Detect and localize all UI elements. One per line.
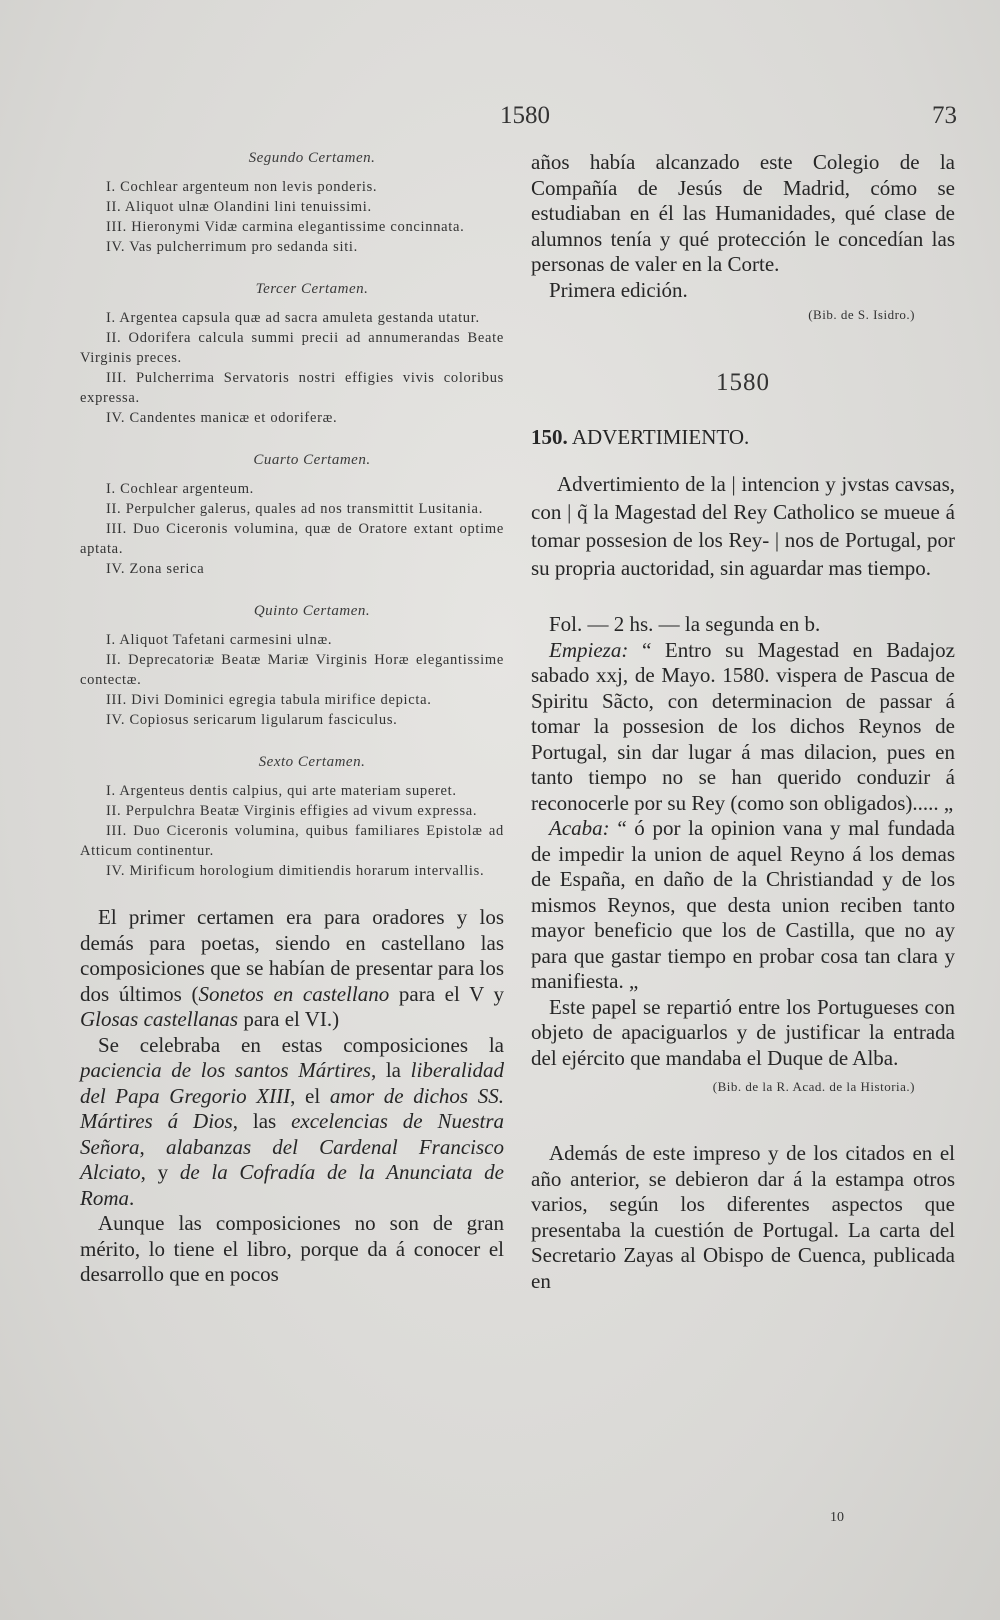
prize-item: II. Perpulcher galerus, quales ad nos transmittit Lusitania. [106,501,484,517]
certamen-section [80,281,504,428]
paragraph-papel: Este papel se repartió entre los Portugueses con objeto de apaciguarlos y de justificar la entrada del ejército que mandaba el Duque de Alba. [531,994,955,1070]
prize-item: II. Deprecatoriæ Beatæ Mariæ Virginis Horæ elegantissime contectæ. [80,652,504,688]
edition-note: Primera edición. [549,277,688,302]
running-head-year: 1580 [500,102,550,129]
certamen-section [80,452,504,579]
prize-item: III. Divi Dominici egregia tabula mirifice depicta. [106,692,432,708]
certamen-section [80,150,504,257]
paragraph-ademas: Además de este impreso y de los citados en el año anterior, se debieron dar á la estampa otros varios, según los diferentes aspectos que presentaba la cuestión de Portugal. La carta del Secretario Zayas al Obispo de Cuenca, publicada en [531,1141,955,1293]
page-number: 73 [932,102,957,129]
certamen-heading: Cuarto Certamen. [253,452,371,468]
prize-item: IV. Vas pulcherrimum pro sedanda siti. [106,239,358,255]
paragraph-composiciones: Se celebraba en estas composiciones la paciencia de los santos Mártires, la liberalidad del Papa Gregorio XIII, el amor de dichos SS. Mártires á Dios, las excelencias de Nuestra Señora, alabanzas del Cardenal Francisco Alciato, y de la Cofradía de la Anunciata de Roma. [80,1032,505,1210]
prize-item: I. Cochlear argenteum. [106,481,254,497]
prize-item: I. Aliquot Tafetani carmesini ulnæ. [106,632,333,648]
prize-item: IV. Mirificum horologium dimitiendis horarum intervallis. [106,863,485,879]
prize-item: I. Cochlear argenteum non levis ponderis. [106,179,378,195]
prize-item: I. Argentea capsula quæ ad sacra amuleta gestanda utatur. [106,310,480,326]
certamen-section [80,603,504,730]
continuation-text: años había alcanzado este Colegio de la Compañía de Jesús de Madrid, cómo se estudiaban en él las Humanidades, qué clase de alumnos tenía y qué protección le concedían las personas de valer en la Corte. [531,150,955,276]
right-column [531,150,955,1294]
paragraph-certamen: El primer certamen era para oradores y los demás para poetas, siendo en castellano las composiciones que se habían de presentar para los dos últimos (Sonetos en castellano para el V y Glosas castellanas para el VI.) [80,905,505,1031]
prize-item: III. Duo Ciceronis volumina, quibus familiares Epistolæ ad Atticum continentur. [80,823,504,859]
citation-academia: (Bib. de la R. Acad. de la Historia.) [712,1079,915,1094]
signature-mark: 10 [830,1510,844,1525]
certamen-heading: Quinto Certamen. [253,603,371,619]
entry-title: ADVERTIMIENTO. [571,425,750,449]
incipit: Empieza: “ Entro su Magestad en Badajoz sabado xxj, de Mayo. 1580. vispera de Pascua de Spiritu Sãcto, con determinacion de passar á tomar la possesion de los dichos Reynos de Portugal, sin dar lugar á mas dilacion, pues en tanto tiempo no se han querido conduzir á reconocerle por su Rey (como son obligados)..... „ [531,637,955,815]
paragraph-merito: Aunque las composiciones no son de gran mérito, lo tiene el libro, porque da á conocer el desarrollo que en pocos [80,1211,504,1286]
certamen-heading: Sexto Certamen. [258,754,366,770]
entry-number: 150. [531,425,568,449]
physical-description: Fol. — 2 hs. — la segunda en b. [549,612,821,636]
certamen-heading: Segundo Certamen. [248,150,376,166]
entry-heading [531,425,955,450]
prize-item: III. Pulcherrima Servatoris nostri effigies vivis coloribus expressa. [80,370,504,406]
prize-item: I. Argenteus dentis calpius, qui arte materiam superet. [106,783,457,799]
prize-item: III. Hieronymi Vidæ carmina elegantissime concinnata. [106,219,465,235]
year-heading: 1580 [716,369,770,396]
prize-item: II. Perpulchra Beatæ Virginis effigies ad vivum expressa. [106,803,478,819]
prize-item: IV. Candentes manicæ et odoriferæ. [106,410,338,426]
explicit: Acaba: “ ó por la opinion vana y mal fundada de impedir la union de aquel Reyno á los demas de España, en daño de la Christiandad y de los mismos Reynos, que desta union reciben tanto mayor beneficio que los de Castilla, que no ay para que gastar tiempo en probar cosa tan clara y manifiesta. „ [531,816,955,993]
prize-item: IV. Copiosus sericarum ligularum fasciculus. [106,712,398,728]
certamen-heading: Tercer Certamen. [255,281,369,297]
certamen-section [80,754,504,881]
entry-transcribed-title: Advertimiento de la | intencion y jvstas cavsas, con | q̃ la Magestad del Rey Catholico se mueue á tomar possesion de los Rey- | nos de Portugal, por su propria auctoridad, sin aguardar mas tiempo. [531,472,955,580]
prize-item: IV. Zona serica [106,561,205,577]
prize-item: II. Aliquot ulnæ Olandini lini tenuissimi. [106,199,372,215]
prize-item: III. Duo Ciceronis volumina, quæ de Oratore extant optime aptata. [80,521,504,557]
left-column [80,150,504,1288]
prize-item: II. Odorifera calcula summi precii ad annumerandas Beate Virginis preces. [80,330,504,366]
citation-isidro: (Bib. de S. Isidro.) [808,307,915,322]
prize-lists [80,150,504,881]
